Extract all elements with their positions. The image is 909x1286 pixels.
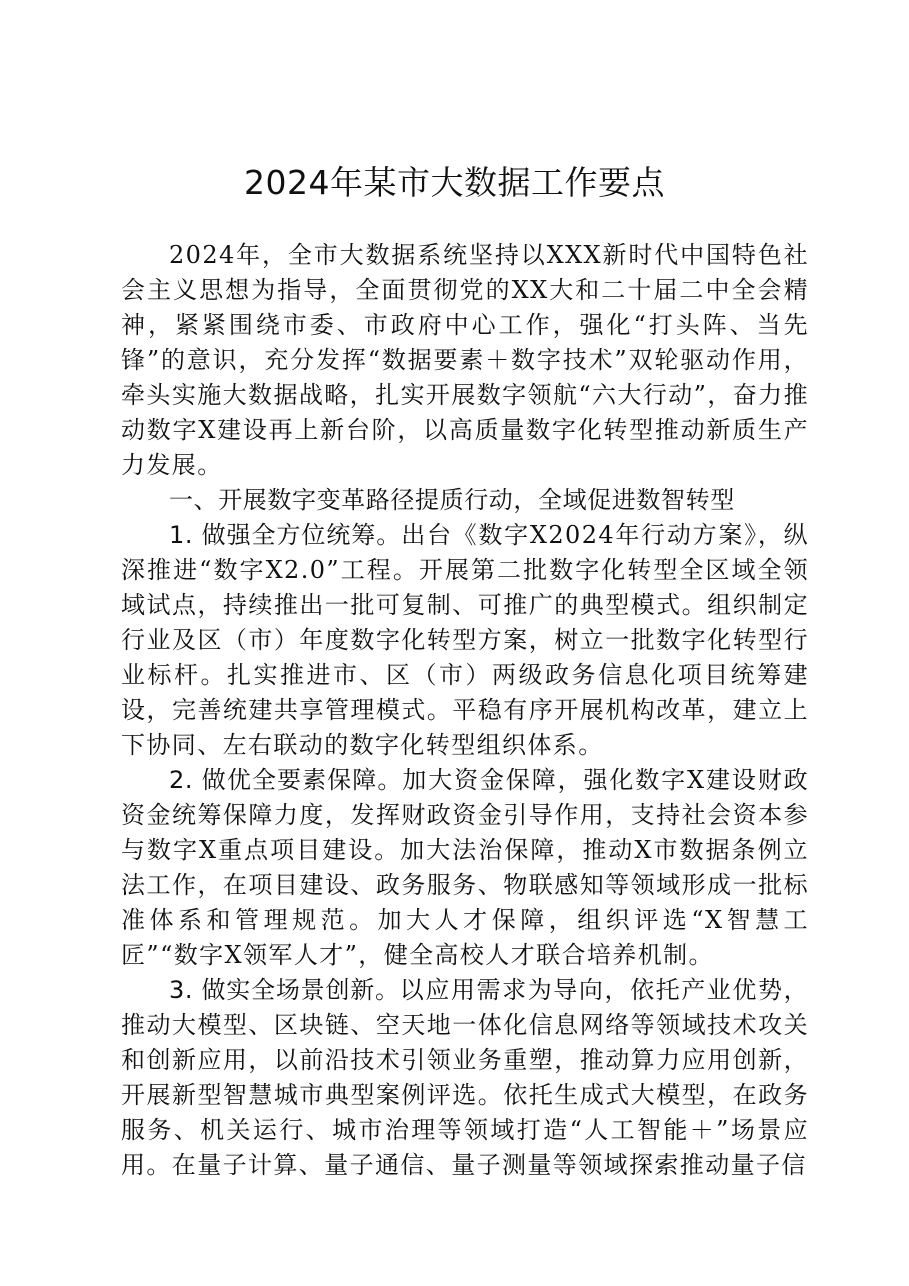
item-1-text: 出台《数字X2024年行动方案》，纵深推进“数字X2.0”工程。开展第二批数字化转型全区域全领域试点，持续推出一批可复制、可推广的典型模式。组织制定行业及区（市）年度数字化转型方案，树立一批数字化转型行业标杆。扎实推进市、区（市）两级政务信息化项目统筹建设，完善统建共享管理模式。平稳有序开展机构改革，建立上下协同、左右联动的数字化转型组织体系。: [121, 521, 809, 759]
item-3-text: 以应用需求为导向，依托产业优势，推动大模型、区块链、空天地一体化信息网络等领域技术攻关和创新应用，以前沿技术引领业务重塑，推动算力应用创新，开展新型智慧城市典型案例评选。依托生成式大模型，在政务服务、机关运行、城市治理等领域打造“人工智能＋”场景应用。在量子计算、量子通信、量子测量等领域探索推动量子信: [121, 976, 809, 1179]
item-1-heading: 1. 做强全方位统筹。: [169, 521, 402, 549]
intro-paragraph: 2024年，全市大数据系统坚持以XXX新时代中国特色社会主义思想为指导，全面贯彻党的XX大和二十届二中全会精神，紧紧围绕市委、市政府中心工作，强化“打头阵、当先锋”的意识，充分发挥“数据要素＋数字技术”双轮驱动作用，牵头实施大数据战略，扎实开展数字领航“六大行动”，奋力推动数字X建设再上新台阶，以高质量数字化转型推动新质生产力发展。: [121, 241, 809, 479]
section-1-heading: 一、开展数字变革路径提质行动，全域促进数智转型: [169, 486, 735, 514]
item-3-paragraph: [121, 973, 809, 1183]
document-body: [121, 238, 809, 1183]
item-2-paragraph: [121, 763, 809, 973]
item-1-paragraph: [121, 518, 809, 763]
section-heading: [121, 483, 809, 518]
item-3-heading: 3. 做实全场景创新。: [169, 976, 400, 1004]
document-title: 2024年某市大数据工作要点: [244, 163, 665, 202]
item-2-heading: 2. 做优全要素保障。: [169, 766, 403, 794]
item-2-text: 加大资金保障，强化数字X建设财政资金统筹保障力度，发挥财政资金引导作用，支持社会资本参与数字X重点项目建设。加大法治保障，推动X市数据条例立法工作，在项目建设、政务服务、物联感知等领域形成一批标准体系和管理规范。加大人才保障，组织评选“X智慧工匠”“数字X领军人才”，健全高校人才联合培养机制。: [121, 766, 809, 969]
